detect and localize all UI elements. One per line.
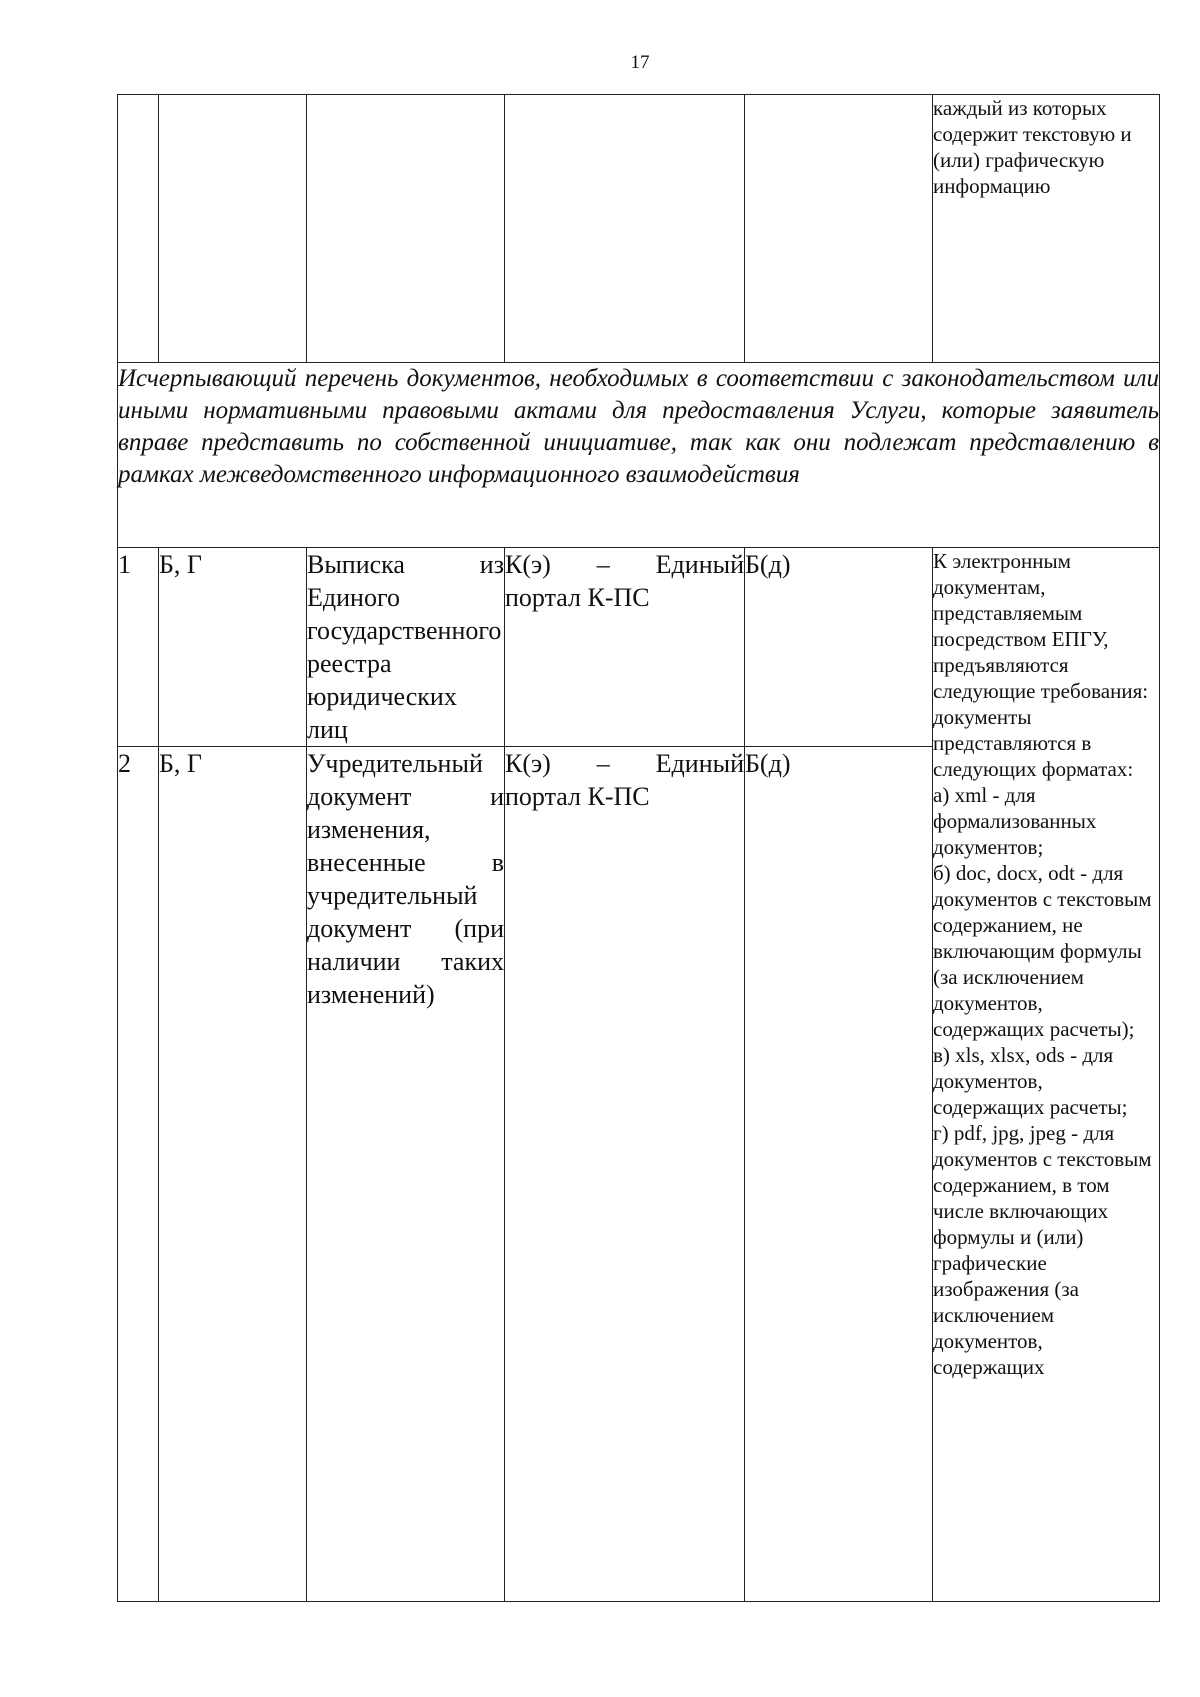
page-number: 17 (630, 52, 650, 73)
requirements-line: г) pdf, jpg, jpeg - для документов с текстовым содержанием, в том числе включающих формулы и (или) графические изображения (за исключением документов, содержащих (933, 1121, 1152, 1379)
table-row (118, 548, 1160, 747)
empty-cell (505, 95, 745, 363)
documents-table (117, 94, 1160, 1602)
section-title: Исчерпывающий перечень документов, необходимых в соответствии с законодательством или иными нормативными правовыми актами для предоставления Услуги, которые заявитель вправе представить по собственной инициативе, так как они подлежат представлению в рамках межведомственного информационного взаимодействия (118, 363, 1160, 548)
row-document: Выписка из Единого государственного реестра юридических лиц (307, 548, 505, 747)
row-channel: К(э) – Единый портал К-ПС (505, 548, 745, 747)
row-form: Б(д) (745, 548, 933, 747)
requirements-line: К электронным документам, представляемым посредством ЕПГУ, предъявляются следующие требования: (933, 549, 1149, 703)
empty-cell (118, 95, 159, 363)
empty-cell (307, 95, 505, 363)
row-category: Б, Г (159, 747, 307, 1602)
row-number: 1 (118, 548, 159, 747)
row-category: Б, Г (159, 548, 307, 747)
continuation-text: каждый из которых содержит текстовую и (или) графическую информацию (933, 95, 1160, 363)
empty-cell (159, 95, 307, 363)
requirements-line: документы представляются в следующих форматах: (933, 705, 1134, 781)
requirements-line: б) doc, docx, odt - для документов с текстовым содержанием, не включающим формулы (за исключением документов, содержащих расчеты); (933, 861, 1152, 1041)
requirements-line: а) xml - для формализованных документов; (933, 783, 1097, 859)
row-document: Учредительный документ и изменения, внесенные в учредительный документ (при наличии таких изменений) (307, 747, 505, 1602)
row-number: 2 (118, 747, 159, 1602)
row-channel: К(э) – Единый портал К-ПС (505, 747, 745, 1602)
empty-cell (745, 95, 933, 363)
continuation-row (118, 95, 1160, 363)
section-row (118, 363, 1160, 548)
requirements-line: в) xls, xlsx, ods - для документов, содержащих расчеты; (933, 1043, 1128, 1119)
requirements-cell (933, 548, 1160, 1602)
row-form: Б(д) (745, 747, 933, 1602)
